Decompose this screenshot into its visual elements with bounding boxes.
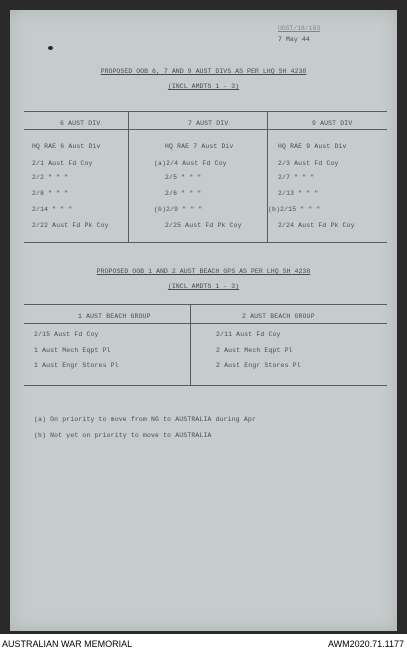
column-heading: 6 AUST DIV <box>60 120 101 127</box>
unit-entry: (b)2/15 " " " <box>268 206 321 213</box>
section1-subtitle: (INCL AMDTS 1 - 3) <box>167 83 240 90</box>
table1-bottom-rule <box>24 242 387 243</box>
table2-divider <box>190 304 191 385</box>
document-date: 7 May 44 <box>278 36 310 43</box>
unit-entry: 2/6 " " " <box>165 190 202 197</box>
table1-top-rule <box>24 111 387 112</box>
ink-blot <box>48 46 53 50</box>
section1-title: PROPOSED OOB 6, 7 AND 9 AUST DIVS AS PER LHQ SH 4238 <box>100 68 307 75</box>
column-heading: 7 AUST DIV <box>188 120 229 127</box>
unit-entry: 2/25 Aust Fd Pk Coy <box>165 222 242 229</box>
unit-entry: (a)2/4 Aust Fd Coy <box>154 160 227 167</box>
unit-entry: 2/22 Aust Fd Pk Coy <box>32 222 109 229</box>
unit-entry: 2/24 Aust Fd Pk Coy <box>278 222 355 229</box>
column-heading: 1 AUST BEACH GROUP <box>78 313 151 320</box>
unit-entry: 2/15 Aust Fd Coy <box>34 331 99 338</box>
section2-title: PROPOSED OOB 1 AND 2 AUST BEACH GPS AS PER LHQ SH 4238 <box>96 268 311 275</box>
table2-top-rule <box>24 304 387 305</box>
unit-entry: 2/11 Aust Fd Coy <box>216 331 281 338</box>
unit-entry: 2/2 " " " <box>32 174 69 181</box>
unit-entry: 2/7 " " " <box>278 174 315 181</box>
section2-subtitle: (INCL AMDTS 1 - 3) <box>167 283 240 290</box>
archive-footer <box>0 634 407 653</box>
unit-entry: HQ RAE 9 Aust Div <box>278 143 347 150</box>
unit-entry: 2/3 Aust Fd Coy <box>278 160 339 167</box>
footnote-a: (a) On priority to move from NG to AUSTRALIA during Apr <box>34 416 256 423</box>
unit-entry: 2/14 " " " <box>32 206 73 213</box>
column-heading: 2 AUST BEACH GROUP <box>242 313 315 320</box>
unit-entry: 1 Aust Mech Eqpt Pl <box>34 347 111 354</box>
document-reference: UGST/18/103 <box>278 25 321 32</box>
unit-entry: HQ RAE 6 Aust Div <box>32 143 101 150</box>
unit-entry: HQ RAE 7 Aust Div <box>165 143 234 150</box>
unit-entry: 2/8 " " " <box>32 190 69 197</box>
unit-entry: 2/5 " " " <box>165 174 202 181</box>
table2-header-rule <box>24 323 387 324</box>
unit-entry: 1 Aust Engr Stores Pl <box>34 362 119 369</box>
document-page <box>10 10 397 631</box>
table1-divider <box>267 111 268 242</box>
unit-entry: 2/13 " " " <box>278 190 319 197</box>
unit-entry: 2 Aust Mech Eqpt Pl <box>216 347 293 354</box>
table2-bottom-rule <box>24 385 387 386</box>
unit-entry: 2/1 Aust Fd Coy <box>32 160 93 167</box>
column-heading: 9 AUST DIV <box>312 120 353 127</box>
table1-header-rule <box>24 129 387 130</box>
table1-divider <box>128 111 129 242</box>
footnote-b: (b) Not yet on priority to move to AUSTRALIA <box>34 432 212 439</box>
unit-entry: (b)2/9 " " " <box>154 206 203 213</box>
unit-entry: 2 Aust Engr Stores Pl <box>216 362 301 369</box>
footer-accession-number: AWM2020.71.1177 <box>327 639 404 649</box>
footer-institution: AUSTRALIAN WAR MEMORIAL <box>2 639 133 649</box>
